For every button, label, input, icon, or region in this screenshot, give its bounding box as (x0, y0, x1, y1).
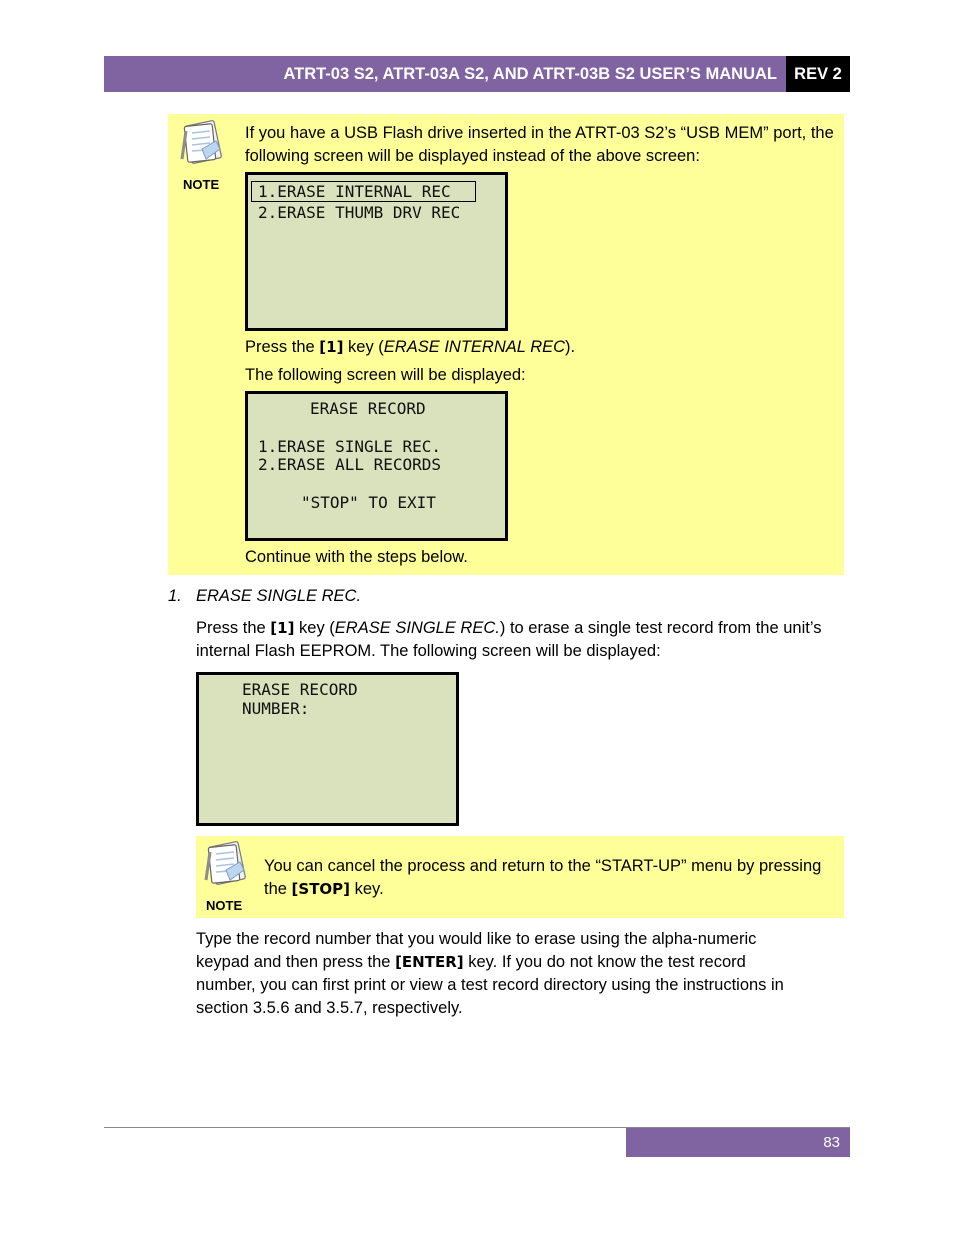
step-paragraph: Press the [1] key (ERASE SINGLE REC.) to erase a single test record from the unit’s internal Flash EEPROM. The following screen will be displayed: (196, 619, 822, 660)
notepad-icon (176, 119, 224, 167)
continue-text: Continue with the steps below. (245, 548, 468, 566)
notepad-icon (200, 840, 248, 888)
key-1: [1] (319, 338, 344, 356)
lcd-line-3: 2.ERASE ALL RECORDS (258, 455, 442, 474)
lcd-line-2: NUMBER: (242, 699, 310, 718)
lcd-screen-erase-source (245, 172, 508, 331)
key-enter: [ENTER] (395, 953, 464, 971)
note-label: NOTE (206, 898, 243, 913)
step-number: 1. (168, 587, 182, 605)
final-paragraph: Type the record number that you would like to erase using the alpha-numeric keypad and then press the [ENTER] key. If you do not know the test record number, you can first print or view a test record directory using the instructions in section 3.5.6 and 3.5.7, respectively. (196, 930, 784, 1017)
press-instruction: Press the [1] key (ERASE INTERNAL REC). (245, 338, 576, 356)
lcd-line-1: ERASE RECORD (242, 680, 358, 699)
page-number-box (626, 1128, 850, 1157)
key-stop: [STOP] (291, 880, 351, 898)
lcd-line-2: 2.ERASE THUMB DRV REC (258, 203, 461, 222)
page-number: 83 (823, 1134, 840, 1151)
lcd-screen-erase-record (245, 391, 508, 541)
lcd-line-4: "STOP" TO EXIT (301, 493, 436, 512)
key-1: [1] (270, 619, 295, 637)
note-intro-text: If you have a USB Flash drive inserted in the ATRT-03 S2’s “USB MEM” port, the following screen will be displayed instead of the above screen: (245, 124, 834, 165)
revision-badge: REV 2 (786, 56, 850, 92)
step-title: ERASE SINGLE REC. (196, 587, 362, 605)
following-screen-text: The following screen will be displayed: (245, 366, 526, 384)
lcd-line-2: 1.ERASE SINGLE REC. (258, 437, 442, 456)
manual-title: ATRT-03 S2, ATRT-03A S2, AND ATRT-03B S2 USER’S MANUAL (283, 64, 777, 83)
note-label: NOTE (183, 177, 220, 192)
note-cancel-text: You can cancel the process and return to the “START-UP” menu by pressing the [STOP] key. (264, 857, 822, 898)
lcd-screen-record-number (196, 672, 459, 826)
lcd-line-1: ERASE RECORD (310, 399, 426, 418)
lcd-line-1: 1.ERASE INTERNAL REC (258, 182, 451, 201)
header-title-bar (104, 56, 786, 92)
